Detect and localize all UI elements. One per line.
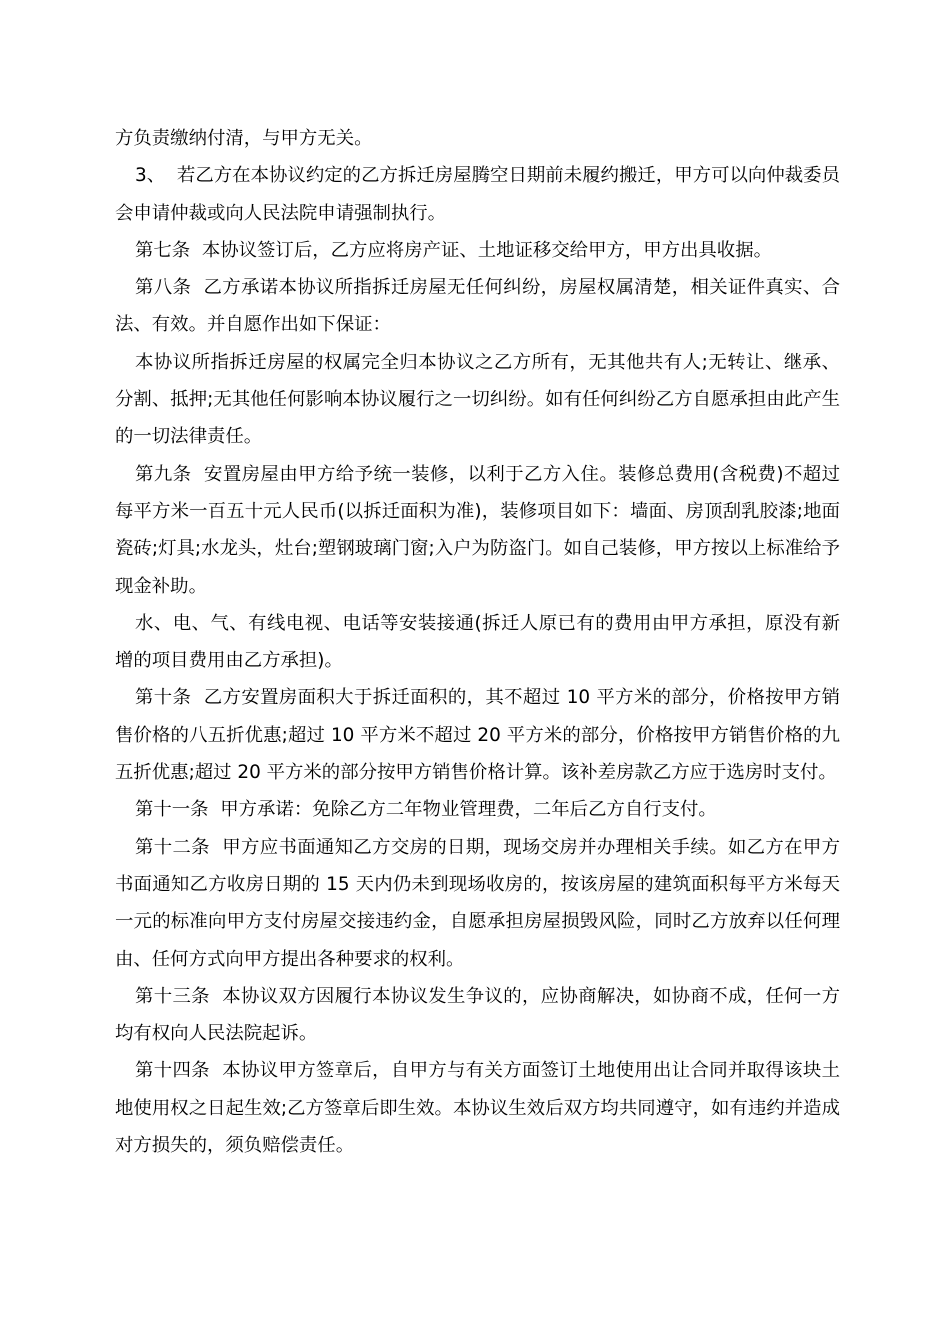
paragraph-guarantee: 本协议所指拆迁房屋的权属完全归本协议之乙方所有，无其他共有人;无转让、继承、分割、抵押;无其他任何影响本协议履行之一切纠纷。如有任何纠纷乙方自愿承担由此产生的一切法律责任。: [115, 351, 840, 448]
paragraph-utilities: 水、电、气、有线电视、电话等安装接通(拆迁人原已有的费用由甲方承担，原没有新增的项目费用由乙方承担)。: [115, 612, 840, 672]
paragraph-article-13: 第十三条 本协议双方因履行本协议发生争议的，应协商解决，如协商不成，任何一方均有权向人民法院起诉。: [115, 985, 840, 1045]
paragraph-article-12: 第十二条 甲方应书面通知乙方交房的日期，现场交房并办理相关手续。如乙方在甲方书面通知乙方收房日期的 15 天内仍未到现场收房的，按该房屋的建筑面积每平方米每天一元的标准向甲方支付房屋交接违约金，自愿承担房屋损毁风险，同时乙方放弃以任何理由、任何方式向甲方提出各种要求的权利。: [115, 836, 840, 970]
document-body: [115, 120, 840, 1164]
paragraph-article-10: 第十条 乙方安置房面积大于拆迁面积的，其不超过 10 平方米的部分，价格按甲方销售价格的八五折优惠;超过 10 平方米不超过 20 平方米的部分，价格按甲方销售价格的九五折优惠;超过 20 平方米的部分按甲方销售价格计算。该补差房款乙方应于选房时支付。: [115, 687, 840, 784]
paragraph-article-7: 第七条 本协议签订后，乙方应将房产证、土地证移交给甲方，甲方出具收据。: [135, 239, 772, 261]
paragraph-article-14: 第十四条 本协议甲方签章后，自甲方与有关方面签订土地使用出让合同并取得该块土地使用权之日起生效;乙方签章后即生效。本协议生效后双方均共同遵守，如有违约并造成对方损失的，须负赔偿责任。: [115, 1060, 840, 1157]
paragraph-clause-3: 3、 若乙方在本协议约定的乙方拆迁房屋腾空日期前未履约搬迁，甲方可以向仲裁委员会申请仲裁或向人民法院申请强制执行。: [115, 165, 840, 224]
paragraph-article-8: 第八条 乙方承诺本协议所指拆迁房屋无任何纠纷，房屋权属清楚，相关证件真实、合法、有效。并自愿作出如下保证：: [115, 277, 840, 336]
paragraph-article-11: 第十一条 甲方承诺：免除乙方二年物业管理费，二年后乙方自行支付。: [135, 799, 717, 821]
paragraph-article-9: 第九条 安置房屋由甲方给予统一装修，以利于乙方入住。装修总费用(含税费)不超过每平方米一百五十元人民币(以拆迁面积为准)，装修项目如下：墙面、房顶刮乳胶漆;地面瓷砖;灯具;水龙头，灶台;塑钢玻璃门窗;入户为防盗门。如自己装修，甲方按以上标准给予现金补助。: [115, 463, 840, 597]
paragraph-continuation: 方负责缴纳付清，与甲方无关。: [115, 128, 373, 149]
